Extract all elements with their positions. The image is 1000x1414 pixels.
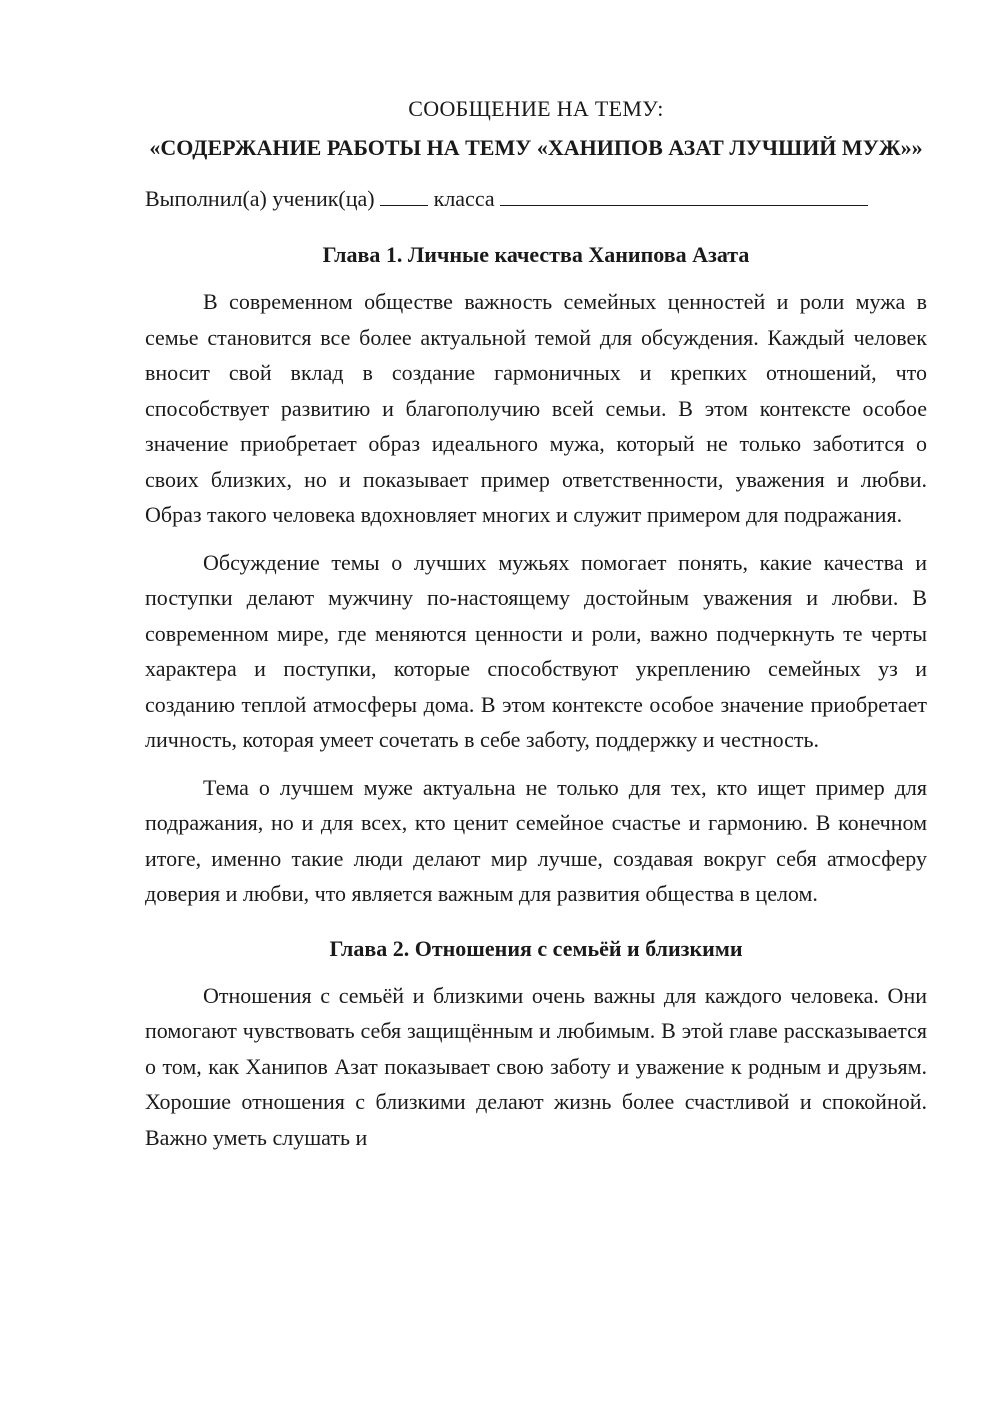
document-label: СООБЩЕНИЕ НА ТЕМУ: — [408, 96, 664, 121]
chapter-2-paragraph: Отношения с семьёй и близкими очень важны для каждого человека. Они помогают чувствовать себя защищённым и любимым. В этой главе рассказывается о том, как Ханипов Азат показывает свою заботу и уважение к родным и друзьям. Хорошие отношения с близкими делают жизнь более счастливой и спокойной. Важно уметь слушать и — [145, 982, 927, 1150]
chapter-1-paragraph: Обсуждение темы о лучших мужьях помогает понять, какие качества и поступки делают мужчину по-настоящему достойным уважения и любви. В современном мире, где меняются ценности и роли, важно подчеркнуть те черты характера и поступки, которые способствуют укреплению семейных уз и созданию теплой атмосферы дома. В этом контексте особое значение приобретает личность, которая умеет сочетать в себе заботу, поддержку и честность. — [145, 549, 927, 752]
chapter-1-paragraph: Тема о лучшем муже актуальна не только для тех, кто ищет пример для подражания, но и для всех, кто ценит семейное счастье и гармонию. В конечном итоге, именно такие люди делают мир лучше, создавая вокруг себя атмосферу доверия и любви, что является важным для развития общества в целом. — [145, 774, 927, 906]
author-class-label: класса — [433, 186, 495, 211]
author-line — [145, 182, 927, 216]
author-prefix: Выполнил(а) ученик(ца) — [145, 186, 375, 211]
chapter-1-paragraph: В современном обществе важность семейных ценностей и роли мужа в семье становится все более актуальной темой для обсуждения. Каждый человек вносит свой вклад в создание гармоничных и крепких отношений, что способствует развитию и благополучию всей семьи. В этом контексте особое значение приобретает образ идеального мужа, который не только заботится о своих близких, но и показывает пример ответственности, уважения и любви. Образ такого человека вдохновляет многих и служит примером для подражания. — [145, 289, 927, 527]
name-blank-field[interactable] — [500, 183, 868, 206]
chapter-1-title: Глава 1. Личные качества Ханипова Азата — [322, 242, 750, 267]
document-page — [145, 92, 927, 1167]
class-blank-field[interactable] — [380, 183, 428, 206]
document-title: «СОДЕРЖАНИЕ РАБОТЫ НА ТЕМУ «ХАНИПОВ АЗАТ ЛУЧШИЙ МУЖ»» — [149, 135, 923, 160]
chapter-2-title: Глава 2. Отношения с семьёй и близкими — [329, 935, 743, 961]
